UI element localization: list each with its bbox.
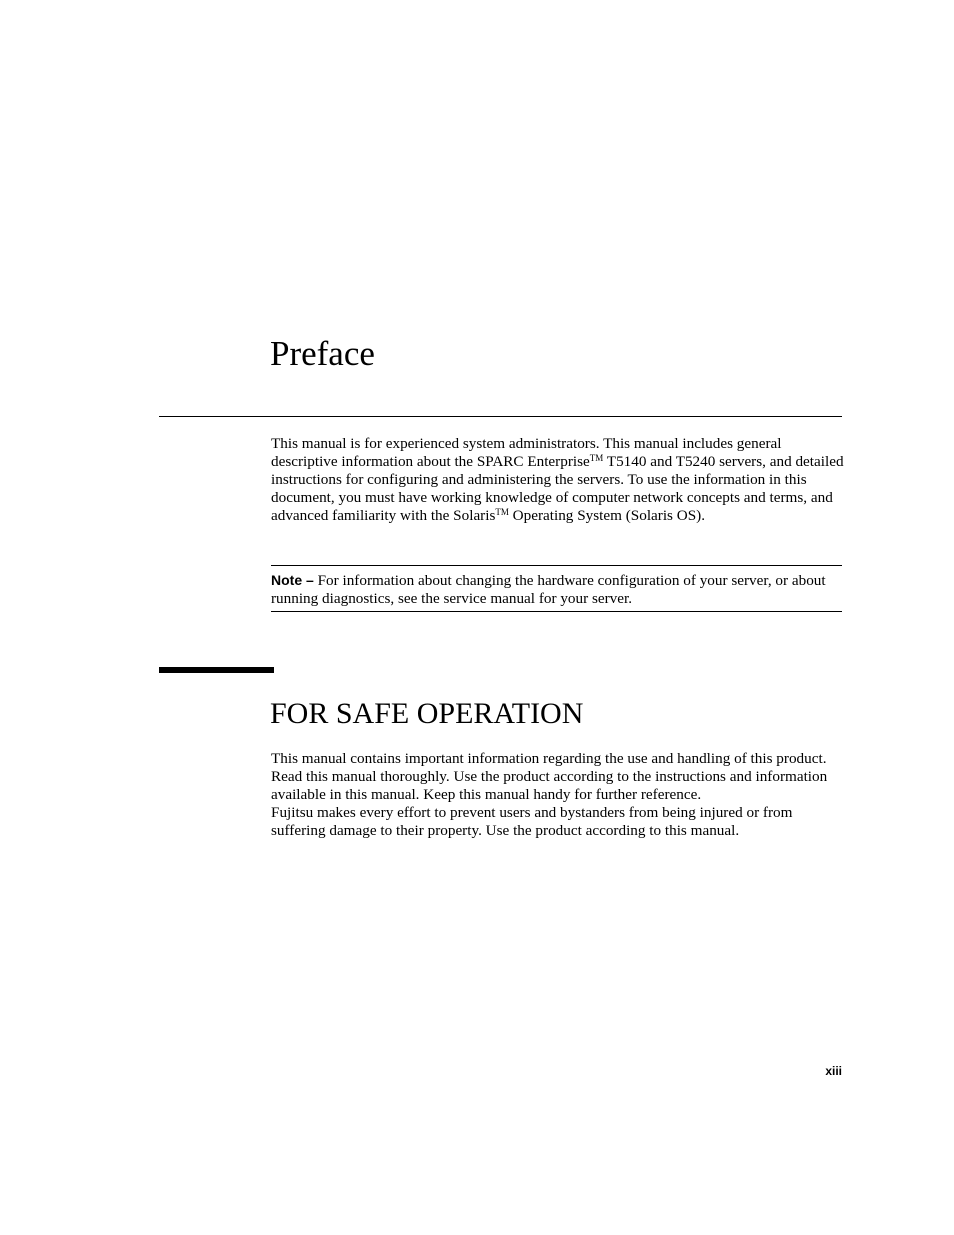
note-label: Note – xyxy=(271,572,314,588)
note-text: For information about changing the hardware configuration of your server, or about running diagnostics, see the service manual for your server. xyxy=(271,572,826,607)
title-rule xyxy=(159,416,842,417)
intro-text-part1: This manual is for experienced system administrators. This manual includes general descriptive information about the SPARC Enterprise xyxy=(271,435,782,470)
note-paragraph xyxy=(271,571,846,608)
intro-text-part3: Operating System (Solaris OS). xyxy=(508,507,706,524)
intro-paragraph xyxy=(271,435,846,525)
page-title: Preface xyxy=(270,334,375,373)
page-number: xiii xyxy=(825,1064,842,1078)
trademark-mark: TM xyxy=(589,453,604,463)
trademark-mark: TM xyxy=(495,507,509,517)
section-title: FOR SAFE OPERATION xyxy=(270,697,584,730)
safe-operation-paragraph: This manual contains important information regarding the use and handling of this product. Read this manual thoroughly. Use the product according to the instructions and information available in this manual. Keep this manual handy for further reference. Fujitsu makes every effort to prevent users and bystanders from being injured or from suffering damage to their property. Use the product according to this manual. xyxy=(271,750,828,839)
section-bar xyxy=(159,667,274,673)
intro-text-part2: T5140 and T5240 servers, and detailed instructions for configuring and administering the servers. To use the information in this document, you must have working knowledge of computer network concepts and terms, and advanced familiarity with the Solaris xyxy=(271,453,844,524)
note-box xyxy=(271,565,842,612)
